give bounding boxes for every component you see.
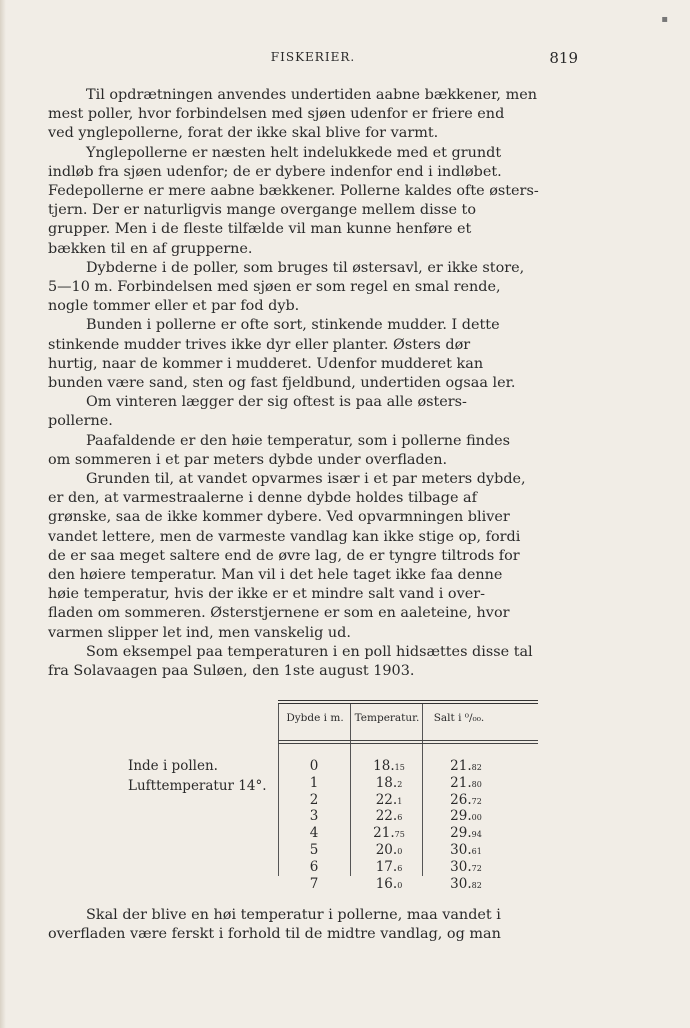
text-line: ved ynglepollerne, forat der ikke skal blive for varmt. — [48, 125, 439, 142]
text-line: hurtig, naar de kommer i mudderet. Udenfor mudderet kan — [48, 355, 484, 372]
text-line: Som eksempel paa temperaturen i en poll hidsættes disse tal — [86, 643, 533, 660]
temperature-column — [360, 758, 418, 892]
text-line: indløb fra sjøen udenfor; de er dybere indenfor end i indløbet. — [48, 163, 502, 180]
depth-column — [288, 758, 340, 892]
table-cell: 20.0 — [375, 841, 403, 858]
text-line: tjern. Der er naturligvis mange overgange mellem disse to — [48, 202, 476, 219]
table-cell: 22.6 — [375, 808, 403, 825]
text-line: Grunden til, at vandet opvarmes især i et par meters dybde, — [86, 471, 526, 488]
text-line: Ynglepollerne er næsten helt indelukkede med et grundt — [86, 144, 502, 161]
text-line: Skal der blive en høi temperatur i pollerne, maa vandet i — [86, 907, 501, 923]
table-stub-air-temp: Lufttemperatur 14°. — [128, 778, 267, 794]
table-vline-1 — [278, 704, 279, 876]
table-cell: 16.0 — [375, 875, 403, 892]
table-cell: 17.6 — [375, 858, 403, 875]
text-line: de er saa meget saltere end de øvre lag, de er tyngre tiltrods for — [48, 547, 520, 564]
table-header-salt: Salt i ⁰/₀₀. — [433, 712, 485, 724]
table-cell: 30.82 — [450, 875, 482, 892]
table-cell: 26.72 — [450, 791, 482, 808]
text-line: stinkende mudder trives ikke dyr eller planter. Østers dør — [48, 336, 471, 353]
table-vline-2 — [350, 704, 351, 876]
text-line: Dybderne i de poller, som bruges til østersavl, er ikke store, — [86, 259, 525, 276]
text-line: mest poller, hvor forbindelsen med sjøen udenfor er friere end — [48, 106, 505, 123]
table-top-rule-2 — [278, 703, 538, 704]
temperature-table — [48, 700, 578, 892]
text-line: Bunden i pollerne er ofte sort, stinkende mudder. I dette — [86, 317, 500, 334]
text-line: den høiere temperatur. Man vil i det hele taget ikke faa denne — [48, 567, 503, 584]
text-line: Paafaldende er den høie temperatur, som i pollerne findes — [86, 432, 511, 449]
table-header-rule — [278, 740, 538, 741]
table-cell: 30.72 — [450, 858, 482, 875]
text-line: 5—10 m. Forbindelsen med sjøen er som regel en smal rende, — [48, 279, 501, 296]
text-line: Om vinteren lægger der sig oftest is paa alle østers- — [86, 394, 467, 411]
text-line: grønske, saa de ikke kommer dybere. Ved opvarmningen bliver — [48, 509, 510, 526]
closing-text — [48, 906, 578, 944]
table-stub-inside: Inde i pollen. — [128, 758, 218, 774]
text-line: nogle tommer eller et par fod dyb. — [48, 298, 300, 315]
table-cell: 29.00 — [450, 808, 482, 825]
corner-mark: ▪ — [661, 14, 668, 25]
text-line: varmen slipper let ind, men vanskelig ud. — [48, 624, 351, 641]
text-line: Til opdrætningen anvendes undertiden aabne bækkener, men — [86, 87, 537, 103]
text-line: Fedepollerne er mere aabne bækkener. Pollerne kaldes ofte østers- — [48, 183, 539, 200]
table-cell: 21.82 — [450, 758, 482, 774]
table-cell: 4 — [309, 825, 319, 842]
text-line: om sommeren i et par meters dybde under overfladen. — [48, 451, 448, 468]
table-vline-3 — [422, 704, 423, 876]
table-cell: 22.1 — [375, 791, 403, 808]
running-header — [48, 50, 578, 70]
table-cell: 18.15 — [373, 758, 405, 774]
text-line: pollerne. — [48, 413, 113, 430]
table-cell: 7 — [309, 875, 319, 892]
text-line: vandet lettere, men de varmeste vandlag kan ikke stige op, fordi — [48, 528, 521, 545]
table-cell: 29.94 — [450, 825, 482, 842]
text-line: høie temperatur, hvis der ikke er et mindre salt vand i over- — [48, 586, 485, 603]
table-cell: 21.80 — [450, 774, 482, 791]
table-header-rule-2 — [278, 743, 538, 744]
page-number: 819 — [549, 49, 578, 67]
text-line: overfladen være ferskt i forhold til de midtre vandlag, og man — [48, 926, 501, 943]
table-cell: 30.61 — [450, 841, 482, 858]
text-line: bækken til en af grupperne. — [48, 240, 253, 257]
table-cell: 5 — [309, 841, 319, 858]
table-cell: 1 — [309, 774, 319, 791]
table-top-rule — [278, 700, 538, 701]
table-header-temperature: Temperatur. — [354, 712, 420, 724]
table-header-depth: Dybde i m. — [286, 712, 344, 724]
salt-column — [436, 758, 496, 892]
table-cell: 3 — [309, 808, 319, 825]
table-cell: 2 — [309, 791, 319, 808]
header-title: FISKERIER. — [270, 50, 356, 64]
text-line: grupper. Men i de fleste tilfælde vil man kunne henføre et — [48, 221, 472, 238]
table-cell: 6 — [309, 858, 319, 875]
page-edge — [0, 0, 6, 1028]
table-cell: 21.75 — [373, 825, 405, 842]
text-line: er den, at varmestraalerne i denne dybde holdes tilbage af — [48, 490, 477, 507]
table-cell: 0 — [309, 758, 319, 774]
table-cell: 18.2 — [375, 774, 403, 791]
text-line: fladen om sommeren. Østerstjernene er som en aaleteine, hvor — [48, 605, 510, 622]
body-text — [48, 86, 578, 681]
text-line: bunden være sand, sten og fast fjeldbund, undertiden ogsaa ler. — [48, 375, 516, 392]
text-line: fra Solavaagen paa Suløen, den 1ste august 1903. — [48, 663, 415, 680]
